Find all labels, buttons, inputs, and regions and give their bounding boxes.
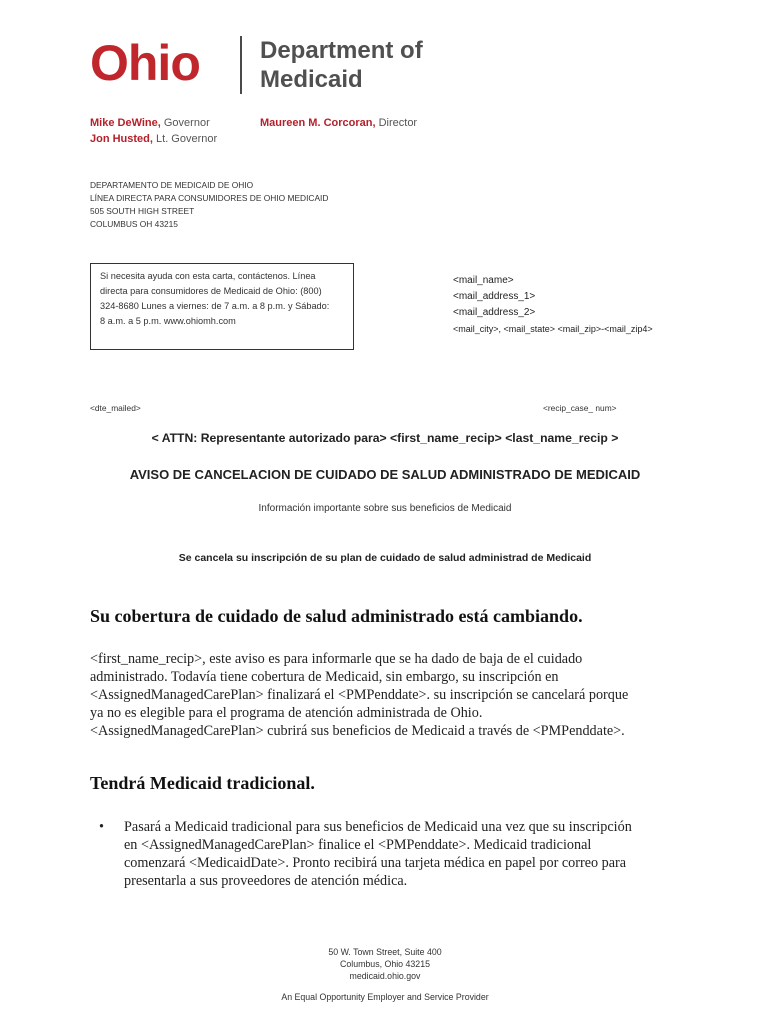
footer-line: Columbus, Ohio 43215 — [340, 959, 430, 969]
notice-subtitle: Información importante sobre sus beneficios de Medicaid — [258, 503, 512, 514]
mail-city-line: <mail_city>, <mail_state> <mail_zip>-<mail_zip4> — [453, 324, 653, 334]
paragraph-line: ya no es elegible para el programa de atención administrada de Ohio. — [90, 705, 483, 721]
return-address-line: LÍNEA DIRECTA PARA CONSUMIDORES DE OHIO MEDICAID — [90, 193, 329, 203]
case-number: <recip_case_ num> — [543, 403, 617, 413]
ohio-logo — [90, 36, 200, 90]
bullet-icon: • — [99, 819, 104, 835]
governor-line — [90, 115, 217, 131]
bullet-line: comenzará <MedicaidDate>. Pronto recibirá una tarjeta médica en papel por correo para — [124, 855, 627, 871]
attn-line: < ATTN: Representante autorizado para> <first_name_recip> <last_name_recip > — [151, 431, 619, 445]
department-line-2: Medicaid — [260, 66, 363, 93]
cancel-statement: Se cancela su inscripción de su plan de cuidado de salud administrad de Medicaid — [178, 552, 592, 564]
department-line-1: Department of — [260, 37, 423, 64]
director-name: Maureen M. Corcoran, — [260, 117, 376, 129]
mail-address-1: <mail_address_1> — [453, 291, 536, 302]
bullet-text — [124, 818, 699, 890]
lt-governor-line — [90, 131, 217, 147]
director-title: Director — [378, 117, 418, 129]
return-address — [90, 179, 328, 231]
bullet-line: Pasará a Medicaid tradicional para sus beneficios de Medicaid una vez que su inscripción — [124, 819, 632, 835]
section-heading: Tendrá Medicaid tradicional. — [90, 773, 315, 793]
bullet-line: presentarla a sus proveedores de atención médica. — [124, 873, 408, 889]
footer-line: 50 W. Town Street, Suite 400 — [328, 947, 442, 957]
help-line: 8 a.m. a 5 p.m. www.ohiomh.com — [100, 316, 236, 326]
footer-line: medicaid.ohio.gov — [349, 971, 421, 981]
governor-title: Governor — [163, 117, 210, 129]
return-address-line: COLUMBUS OH 43215 — [90, 219, 178, 229]
logo-divider — [240, 36, 242, 94]
mail-address-2: <mail_address_2> — [453, 307, 536, 318]
paragraph-line: <first_name_recip>, este aviso es para informarle que se ha dado de baja de el cuidado — [90, 651, 583, 667]
help-line: 324-8680 Lunes a viernes: de 7 a.m. a 8 p.m. y Sábado: — [100, 301, 330, 311]
footer-address — [0, 946, 770, 982]
section-heading: Su cobertura de cuidado de salud administrado está cambiando. — [90, 606, 583, 626]
director-line — [260, 115, 417, 131]
paragraph-line: <AssignedManagedCarePlan> cubrirá sus beneficios de Medicaid a través de <PMPenddate>. — [90, 723, 625, 739]
help-box — [90, 263, 354, 350]
notice-title: AVISO DE CANCELACION DE CUIDADO DE SALUD ADMINISTRADO DE MEDICAID — [129, 467, 641, 482]
mailing-address — [453, 273, 653, 337]
mail-name: <mail_name> — [453, 275, 514, 286]
return-address-line: DEPARTAMENTO DE MEDICAID DE OHIO — [90, 180, 254, 190]
paragraph-line: administrado. Todavía tiene cobertura de Medicaid, sin embargo, su inscripción en — [90, 669, 559, 685]
date-mailed: <dte_mailed> — [90, 403, 141, 413]
governor-block — [90, 115, 217, 147]
return-address-line: 505 SOUTH HIGH STREET — [90, 206, 195, 216]
help-line: Si necesita ayuda con esta carta, contáctenos. Línea — [100, 271, 316, 281]
logo-text: Ohio — [90, 35, 200, 91]
lt-governor-name: Jon Husted, — [90, 133, 153, 145]
help-line: directa para consumidores de Medicaid de Ohio: (800) — [100, 286, 322, 296]
section-paragraph — [90, 650, 690, 740]
lt-governor-title: Lt. Governor — [156, 133, 218, 145]
bullet-line: en <AssignedManagedCarePlan> finalice el <PMPenddate>. Medicaid tradicional — [124, 837, 592, 853]
eeo-statement: An Equal Opportunity Employer and Service Provider — [281, 992, 489, 1002]
department-name — [260, 36, 423, 94]
governor-name: Mike DeWine, — [90, 117, 161, 129]
paragraph-line: <AssignedManagedCarePlan> finalizará el <PMPenddate>. su inscripción se cancelará porque — [90, 687, 629, 703]
